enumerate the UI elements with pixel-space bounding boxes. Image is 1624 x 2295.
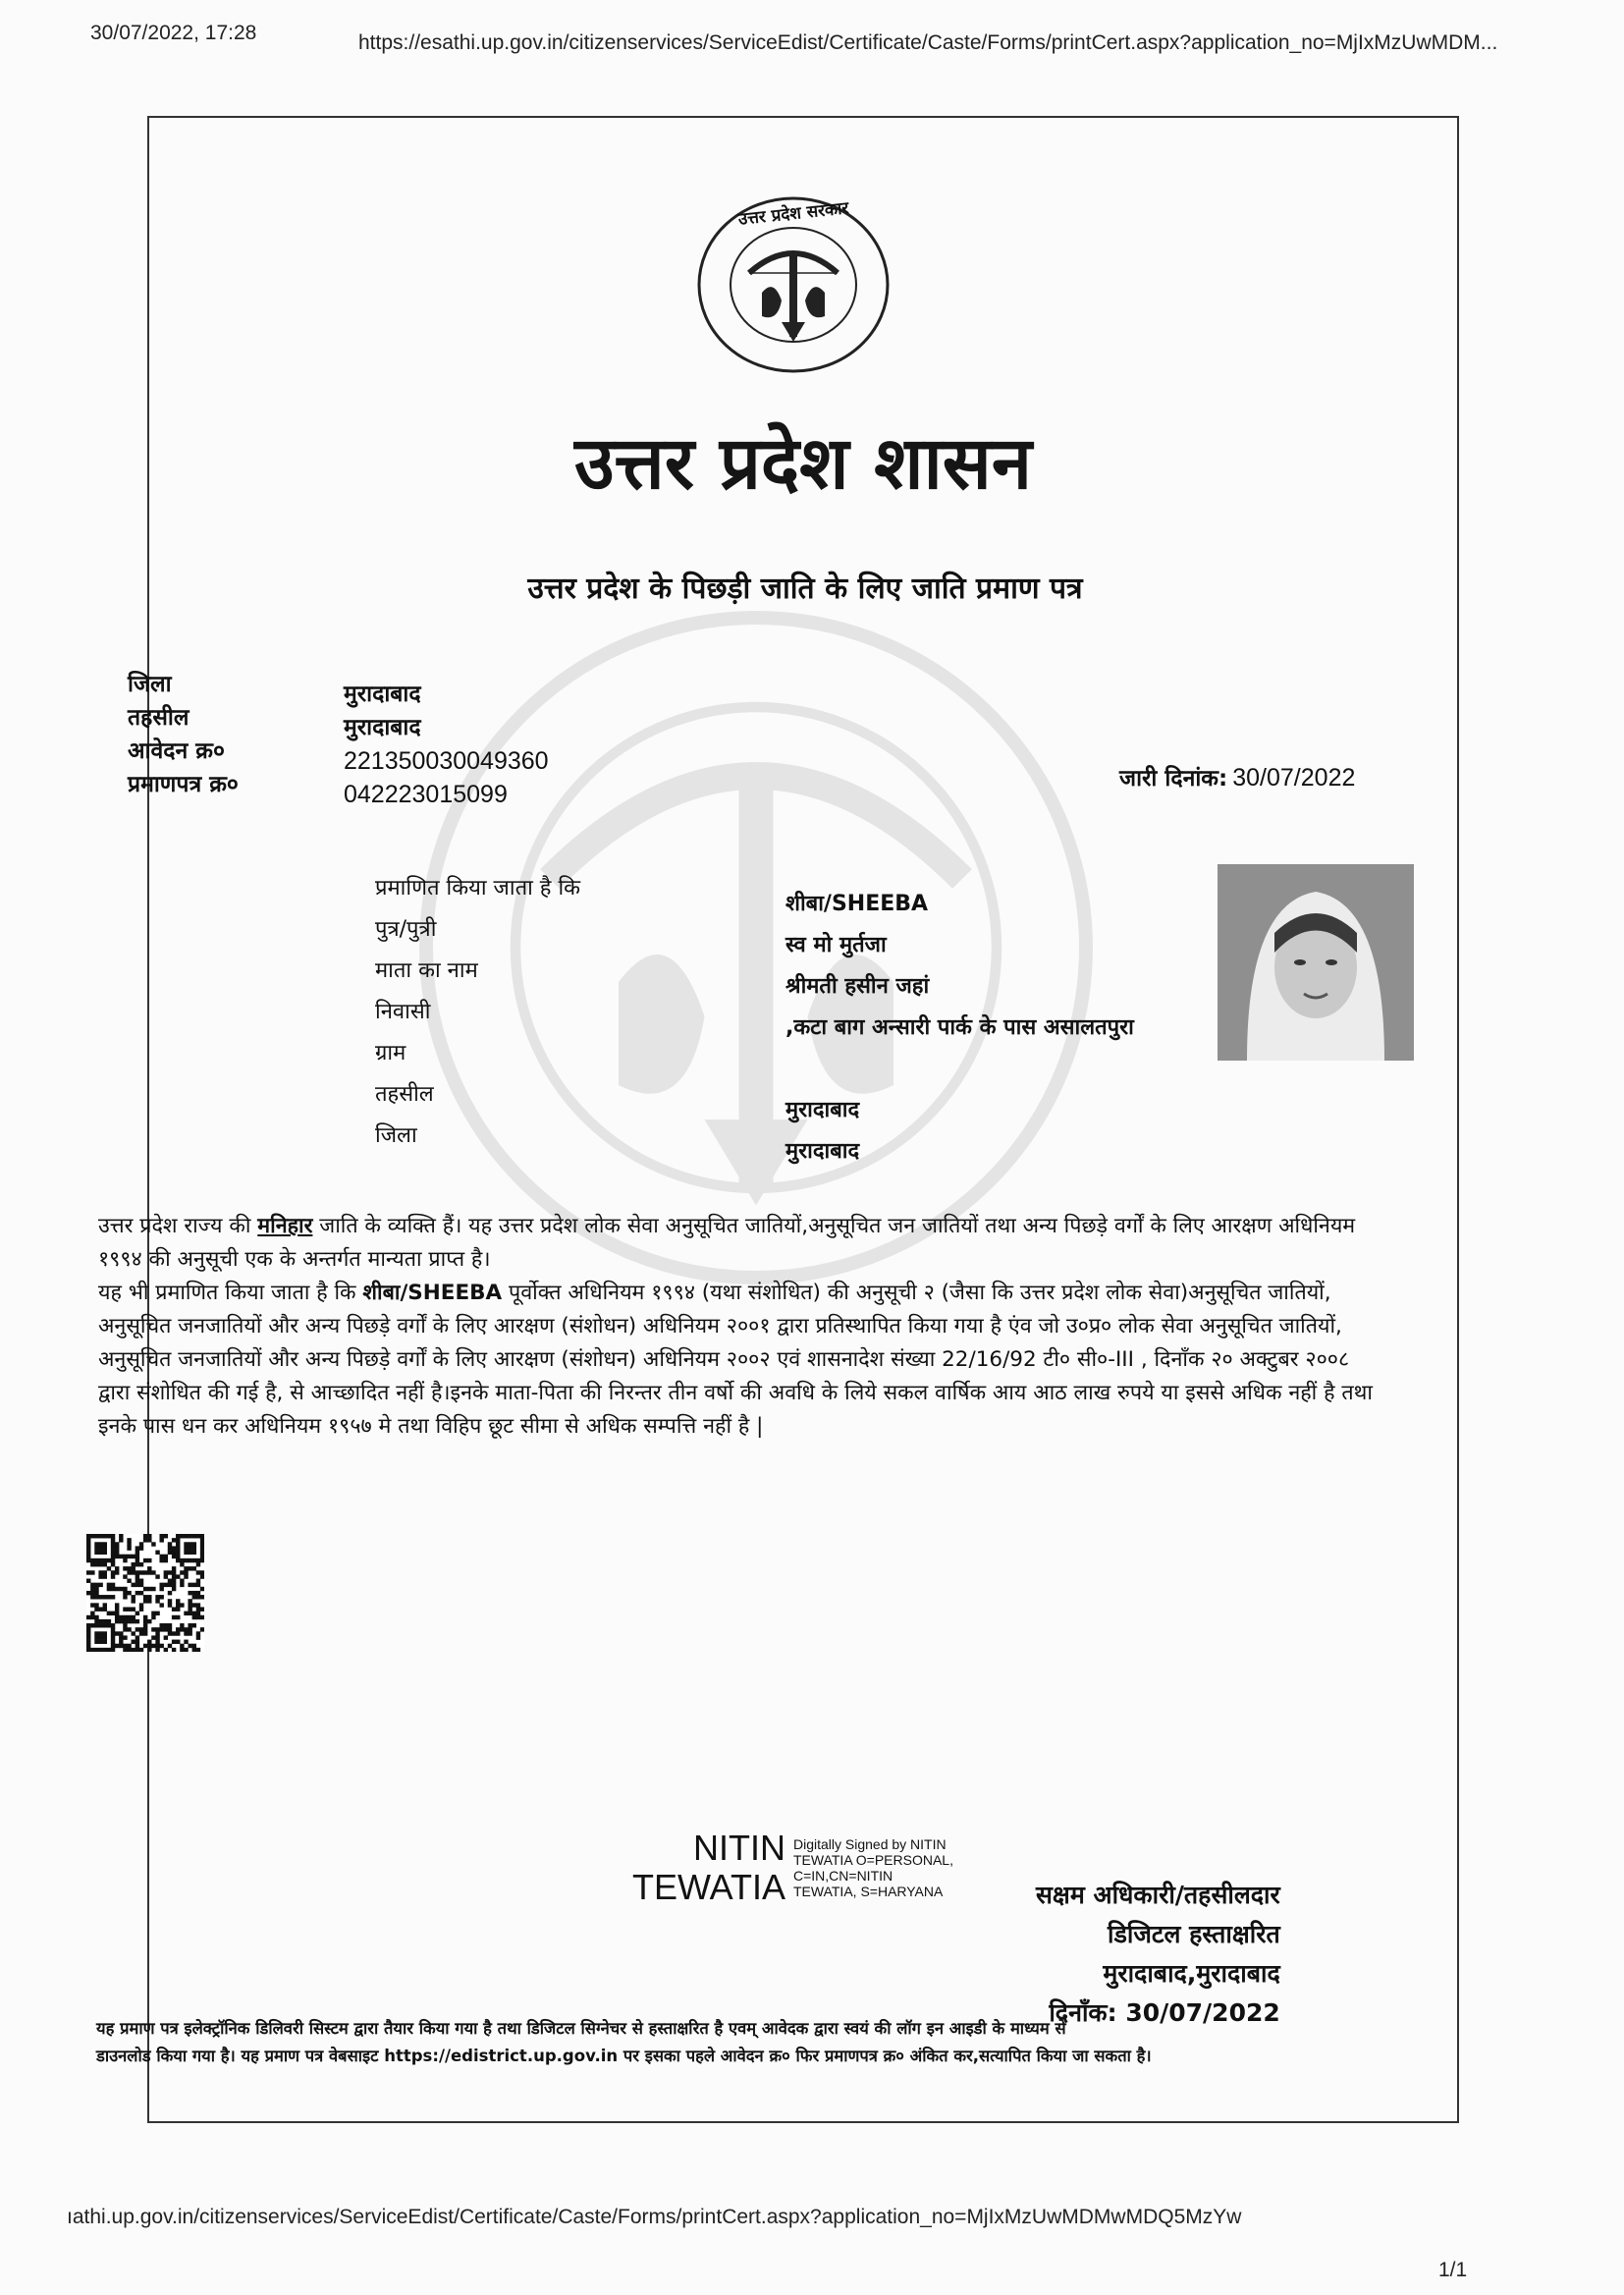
value-application-no: 221350030049360	[344, 747, 549, 775]
p2-applicant-name: शीबा/SHEEBA	[362, 1281, 503, 1305]
officer-date: दिनाँक: 30/07/2022	[1049, 1998, 1280, 2027]
value-district: मुरादाबाद	[344, 682, 421, 707]
p1-after: जाति के व्यक्ति हैं। यह उत्तर प्रदेश लोक सेवा अनुसूचित जातियों,अनुसूचित जन जातियों तथा अन्य पिछड़े वर्गों के लिए आरक्षण अधिनियम १९९४ की अनुसूची एक के अन्तर्गत मान्यता प्राप्त है।	[98, 1214, 1356, 1272]
emblem-text: उत्तर प्रदेश सरकार	[736, 198, 850, 230]
qr-code-icon	[86, 1534, 204, 1652]
label-village: ग्राम	[375, 1041, 406, 1066]
qr-code	[86, 1534, 204, 1652]
issue-date	[1119, 761, 1355, 795]
certificate-body	[98, 1210, 1380, 1444]
detail-values	[785, 884, 1134, 1173]
label-district: जिला	[128, 672, 172, 697]
person-photo-icon	[1218, 864, 1414, 1061]
value-certificate-no: 042223015099	[344, 781, 508, 808]
label-son-daughter: पुत्र/पुत्री	[375, 917, 437, 942]
p2-after: पूर्वोक्त अधिनियम १९९४ (यथा संशोधित) की अनुसूची २ (जैसा कि उत्तर प्रदेश लोक सेवा)अनुसूचित जातियों, अनुसूचित जनजातियों और अन्य पिछड़े वर्गों के लिए आरक्षण (संशोधन) अधिनियम २००१ द्वारा प्रतिस्थापित किया गया है एंव जो उ०प्र० लोक सेवा अनुसूचित जातियों, अनुसूचित जनजातियों और अन्य पिछड़े वर्गों के लिए आरक्षण (संशोधन) अधिनियम २००२ एवं शासनादेश संख्या 22/16/92 टी० सी०-III , दिनाँक २० अक्टुबर २००८ द्वारा संशोधित की गई है, से आच्छादित नहीं है।इनके माता-पिता की निरन्तर तीन वर्षो की अवधि के लिये सकल वार्षिक आय आठ लाख रुपये या इससे अधिक नहीं है तथा इनके पास धन कर अधिनियम १९५७ मे तथा विहिप छूट सीमा से अधिक सम्पत्ति नहीं है |	[98, 1281, 1373, 1439]
value-detail-tehsil: मुरादाबाद	[785, 1098, 860, 1122]
value-father: स्व मो मुर्तजा	[785, 933, 887, 957]
label-certificate-no: प्रमाणपत्र क्र०	[128, 772, 239, 797]
label-resident: निवासी	[375, 1000, 431, 1024]
caste-name: मनिहार	[257, 1214, 313, 1238]
p1-before: उत्तर प्रदेश राज्य की	[98, 1214, 258, 1238]
value-mother: श्रीमती हसीन जहां	[785, 974, 930, 999]
detail-labels	[375, 868, 580, 1157]
label-application-no: आवेदन क्र०	[128, 738, 225, 764]
print-footer-url: ıathi.up.gov.in/citizenservices/ServiceEdist/Certificate/Caste/Forms/printCert.aspx?application_no=MjIxMzUwMDMwMDQ5MzYw	[67, 2206, 1242, 2228]
officer-block	[1036, 1876, 1280, 2033]
digital-line-4: TEWATIA, S=HARYANA	[793, 1884, 944, 1899]
signer-name-line2: TEWATIA	[632, 1867, 785, 1907]
officer-location: मुरादाबाद,मुरादाबाद	[1103, 1959, 1280, 1988]
p2-before: यह भी प्रमाणित किया जाता है कि	[98, 1281, 363, 1305]
print-url: https://esathi.up.gov.in/citizenservices/ServiceEdist/Certificate/Caste/Forms/printCert.aspx?application_no=MjIxMzUwMDM...	[358, 31, 1498, 54]
label-certified: प्रमाणित किया जाता है कि	[375, 876, 581, 901]
value-detail-district: मुरादाबाद	[785, 1139, 860, 1164]
label-tehsil: तहसील	[128, 705, 189, 731]
label-detail-district: जिला	[375, 1123, 417, 1148]
officer-signed: डिजिटल हस्ताक्षरित	[1108, 1920, 1280, 1948]
digital-signature-details	[793, 1836, 953, 1899]
issue-date-label: जारी दिनांक:	[1119, 766, 1228, 792]
value-residence: ,कटा बाग अन्सारी पार्क के पास असालतपुरा	[785, 1015, 1134, 1040]
page-number: 1/1	[1438, 2259, 1468, 2281]
digital-line-2: TEWATIA O=PERSONAL,	[793, 1852, 953, 1868]
footer-note-line1: यह प्रमाण पत्र इलेक्ट्रॉनिक डिलिवरी सिस्टम द्वारा तैयार किया गया है तथा डिजिटल सिग्नेचर से हस्ताक्षरित है एवम् आवेदक द्वारा स्वयं की लॉग इन आइडी के माध्यम से	[96, 2019, 1066, 2038]
value-name: शीबा/SHEEBA	[785, 892, 929, 916]
meta-values	[344, 678, 549, 811]
officer-designation: सक्षम अधिकारी/तहसीलदार	[1036, 1881, 1280, 1909]
footer-note	[96, 2015, 1353, 2070]
signer-name	[609, 1829, 785, 1907]
government-title: उत्तर प्रदेश शासन	[574, 421, 1032, 506]
signer-name-line1: NITIN	[693, 1828, 785, 1868]
digital-line-3: C=IN,CN=NITIN	[793, 1868, 893, 1884]
applicant-photo	[1218, 864, 1414, 1061]
label-detail-tehsil: तहसील	[375, 1082, 434, 1107]
issue-date-value: 30/07/2022	[1232, 764, 1356, 792]
paragraph-2	[98, 1277, 1380, 1444]
digital-line-1: Digitally Signed by NITIN	[793, 1836, 947, 1852]
certificate-title: उत्तर प्रदेश के पिछड़ी जाति के लिए जाति प्रमाण पत्र	[527, 572, 1083, 606]
print-datetime: 30/07/2022, 17:28	[90, 22, 257, 44]
footer-note-line2: डाउनलोड किया गया है। यह प्रमाण पत्र वेबसाइट https://edistrict.up.gov.in पर इसका पहले आवेदन क्र० फिर प्रमाणपत्र क्र० अंकित कर,सत्यापित किया जा सकता है।	[96, 2047, 1152, 2065]
paragraph-1	[98, 1210, 1380, 1277]
meta-labels	[128, 668, 239, 801]
label-mother: माता का नाम	[375, 958, 478, 983]
value-tehsil: मुरादाबाद	[344, 715, 421, 740]
